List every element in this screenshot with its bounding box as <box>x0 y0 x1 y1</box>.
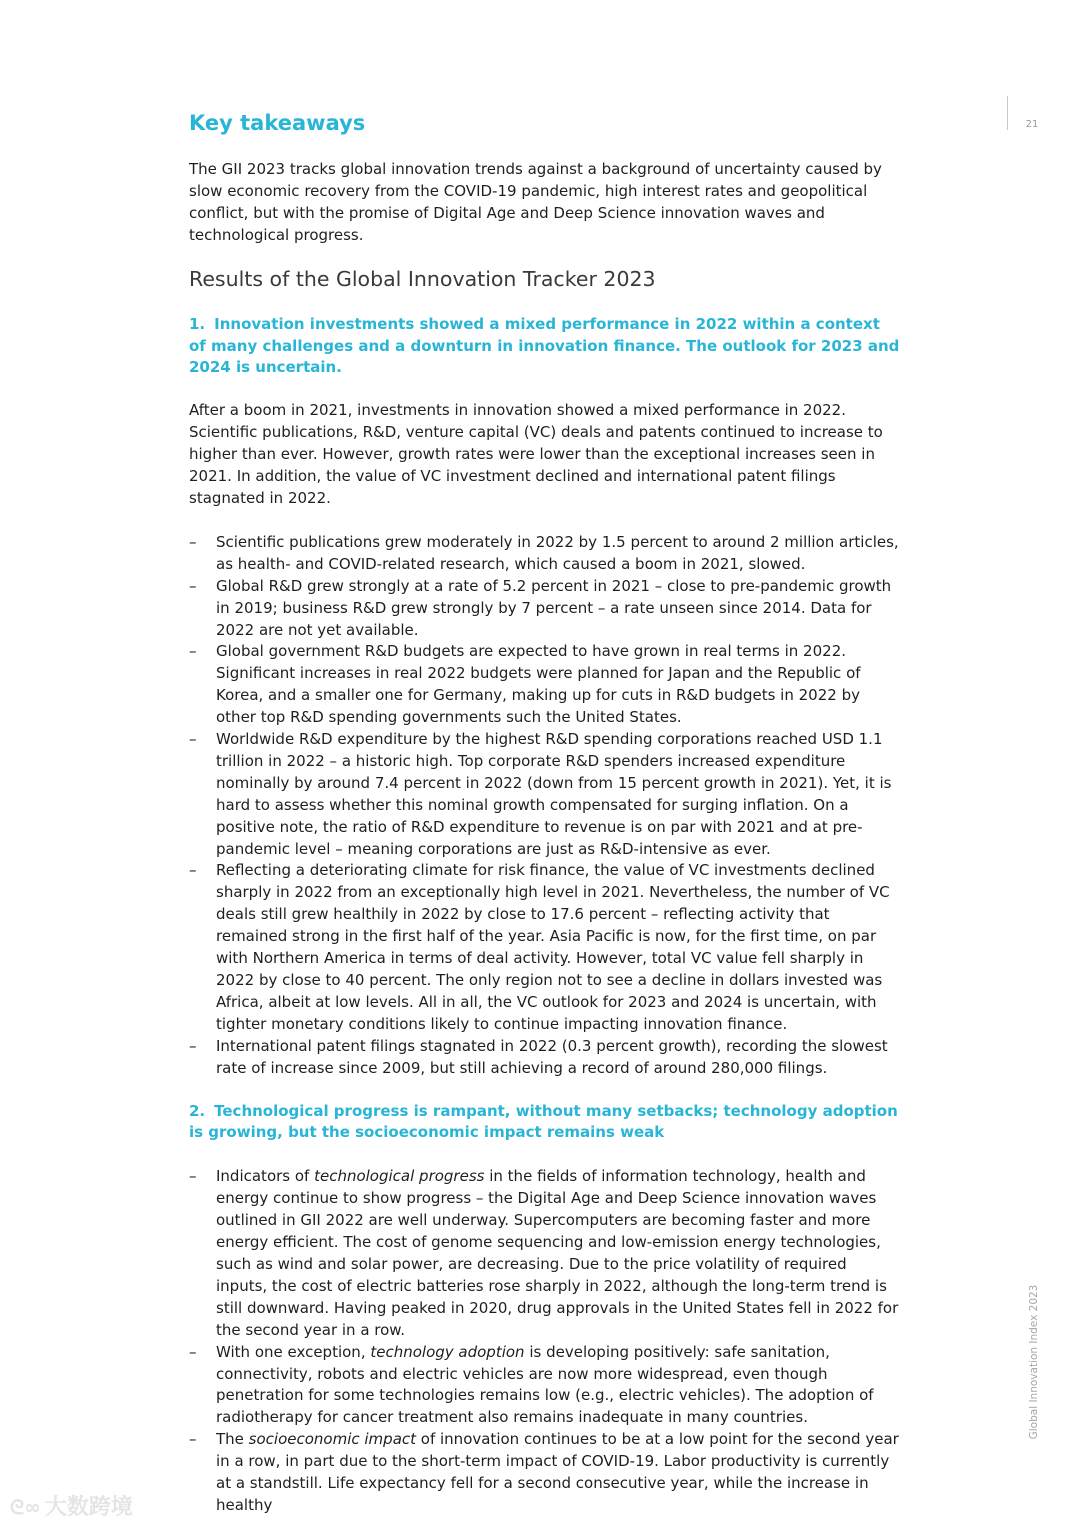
dash-marker: – <box>189 730 197 749</box>
page-content <box>189 108 901 1517</box>
list-item <box>189 1429 901 1517</box>
list-item <box>189 641 901 729</box>
list-item-emphasis: technological progress <box>314 1167 485 1186</box>
side-caption: Global Innovation Index 2023 <box>1028 1284 1040 1440</box>
list-item <box>189 860 901 1035</box>
page-heading: Key takeaways <box>189 111 366 135</box>
header-divider <box>1007 96 1008 130</box>
section-subtitle: Results of the Global Innovation Tracker 2023 <box>189 266 656 291</box>
section-1 <box>189 314 901 1080</box>
dash-marker: – <box>189 532 197 551</box>
dash-marker: – <box>189 1342 197 1361</box>
watermark-logo-icon: ᘓ∞ <box>10 1495 41 1519</box>
section-1-title <box>189 314 901 380</box>
watermark <box>10 1490 133 1521</box>
section-2-title <box>189 1101 901 1145</box>
list-item-lead: Indicators of <box>216 1167 315 1186</box>
section-1-paragraph: After a boom in 2021, investments in innovation showed a mixed performance in 2022. Scientific publications, R&D, venture capital (VC) deals and patents continued to increase to higher than ever. However, growth rates were lower than the exceptional increases seen in 2021. In addition, the value of VC investment declined and international patent filings stagnated in 2022. <box>189 401 883 507</box>
list-item-emphasis: technology adoption <box>370 1342 525 1361</box>
section-2-number: 2. <box>189 1101 206 1120</box>
dash-marker: – <box>189 576 197 595</box>
list-item-text: Global government R&D budgets are expected to have grown in real terms in 2022. Significant increases in real 2022 budgets were planned for Japan and the Republic of Korea, and a smaller one for Germany, making up for cuts in R&D budgets in 2022 by other top R&D spending governments such the United States. <box>216 642 861 727</box>
watermark-text: 大数跨境 <box>44 1495 133 1520</box>
section-2-title-text: Technological progress is rampant, without many setbacks; technology adoption is growing, but the socioeconomic impact remains weak <box>189 1101 898 1142</box>
list-item-lead: The <box>216 1430 249 1449</box>
dash-marker: – <box>189 1036 197 1055</box>
list-item-text: Reflecting a deteriorating climate for risk finance, the value of VC investments declined sharply in 2022 from an exceptionally high level in 2021. Nevertheless, the number of VC deals still grew healthily in 2022 by close to 17.6 percent – reflecting activity that remained strong in the first half of the year. Asia Pacific is now, for the first time, on par with Northern America in terms of deal activity. However, total VC value fell sharply in 2022 by close to 40 percent. The only region not to see a decline in dollars invested was Africa, albeit at low levels. All in all, the VC outlook for 2023 and 2024 is uncertain, with tighter monetary conditions likely to continue impacting innovation finance. <box>216 861 890 1033</box>
section-1-number: 1. <box>189 314 206 333</box>
list-item <box>189 729 901 860</box>
page-number: 21 <box>1025 119 1039 130</box>
section-2-bullet-list <box>189 1166 901 1517</box>
list-item-text: International patent filings stagnated in 2022 (0.3 percent growth), recording the slowest rate of increase since 2009, but still achieving a record of around 280,000 filings. <box>216 1036 888 1077</box>
list-item-rest: in the fields of information technology, health and energy continue to show progress – the Digital Age and Deep Science innovation waves outlined in GII 2022 are well underway. Supercomputers are becoming faster and more energy efficient. The cost of genome sequencing and low-emission energy technologies, such as wind and solar power, are decreasing. Due to the price volatility of required inputs, the cost of electric batteries rose sharply in 2022, although the long-term trend is still downward. Having peaked in 2020, drug approvals in the United States fell in 2022 for the second year in a row. <box>216 1167 899 1339</box>
dash-marker: – <box>189 1167 197 1186</box>
list-item <box>189 576 901 642</box>
intro-paragraph: The GII 2023 tracks global innovation trends against a background of uncertainty caused by slow economic recovery from the COVID-19 pandemic, high interest rates and geopolitical conflict, but with the promise of Digital Age and Deep Science innovation waves and technological progress. <box>189 160 882 244</box>
list-item-rest: is developing positively: safe sanitation, connectivity, robots and electric vehicles are now more widespread, even though penetration for some technologies remains low (e.g., electric vehicles). The adoption of radiotherapy for cancer treatment also remains inadequate in many countries. <box>216 1342 874 1427</box>
list-item <box>189 532 901 576</box>
list-item-text: Worldwide R&D expenditure by the highest R&D spending corporations reached USD 1.1 trillion in 2022 – a historic high. Top corporate R&D spenders increased expenditure nominally by around 7.4 percent in 2022 (down from 15 percent growth in 2021). Yet, it is hard to assess whether this nominal growth compensated for surging inflation. On a positive note, the ratio of R&D expenditure to revenue is on par with 2021 and at pre-pandemic level – meaning corporations are just as R&D-intensive as ever. <box>216 730 892 858</box>
dash-marker: – <box>189 642 197 661</box>
section-1-bullet-list <box>189 532 901 1080</box>
section-1-title-text: Innovation investments showed a mixed performance in 2022 within a context of many challenges and a downturn in innovation finance. The outlook for 2023 and 2024 is uncertain. <box>189 314 900 377</box>
list-item-text: Global R&D grew strongly at a rate of 5.2 percent in 2021 – close to pre-pandemic growth in 2019; business R&D grew strongly by 7 percent – a rate unseen since 2014. Data for 2022 are not yet available. <box>216 576 892 639</box>
list-item <box>189 1342 901 1430</box>
dash-marker: – <box>189 1430 197 1449</box>
list-item <box>189 1166 901 1341</box>
list-item-text: Scientific publications grew moderately in 2022 by 1.5 percent to around 2 million articles, as health- and COVID-related research, which caused a boom in 2021, slowed. <box>216 532 899 573</box>
list-item-emphasis: socioeconomic impact <box>248 1430 417 1449</box>
list-item-rest: of innovation continues to be at a low point for the second year in a row, in part due to the short-term impact of COVID-19. Labor productivity is currently at a standstill. Life expectancy fell for a second consecutive year, while the increase in healthy <box>216 1430 899 1514</box>
section-2 <box>189 1101 901 1517</box>
list-item <box>189 1036 901 1080</box>
dash-marker: – <box>189 861 197 880</box>
list-item-lead: With one exception, <box>216 1342 371 1361</box>
